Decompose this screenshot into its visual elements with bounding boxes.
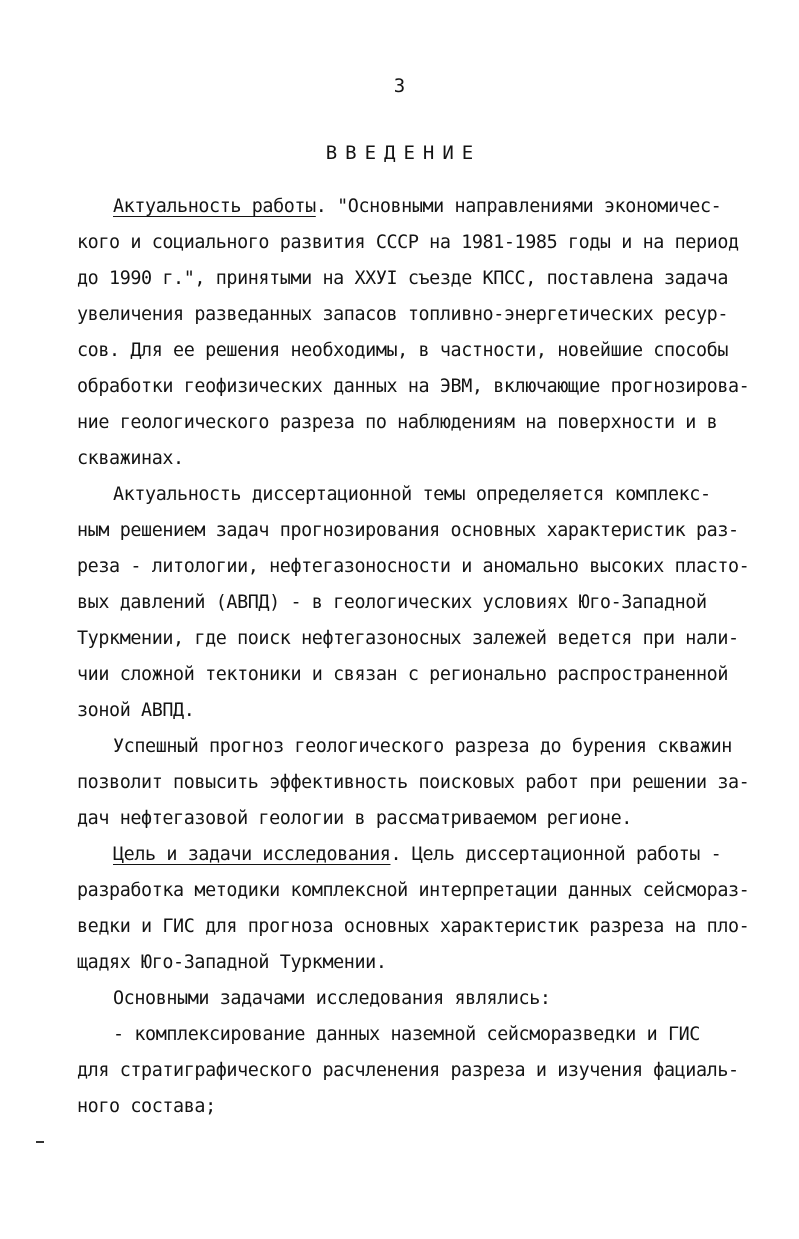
text-line-3: до 1990 г.", принятыми на ХХУI съезде КПСС, поставлена задача bbox=[77, 268, 728, 289]
text-line-15: зоной АВПД. bbox=[77, 700, 195, 721]
section-heading: ВВЕДЕНИЕ bbox=[325, 142, 482, 164]
text-line-13: Туркмении, где поиск нефтегазоносных залежей ведется при нали- bbox=[77, 628, 739, 649]
text-line-10: ным решением задач прогнозирования основных характеристик раз- bbox=[77, 520, 739, 541]
text-line-23: Основными задачами исследования являлись: bbox=[113, 988, 551, 1009]
text-line-24: - комплексирование данных наземной сейсморазведки и ГИС bbox=[113, 1024, 700, 1045]
text-line-9: Актуальность диссертационной темы определяется комплекс- bbox=[113, 484, 711, 505]
text-line-7: ние геологического разреза по наблюдениям на поверхности и в bbox=[77, 412, 718, 433]
text-line-16: Успешный прогноз геологического разреза до бурения скважин bbox=[113, 736, 732, 757]
text-line-8: скважинах. bbox=[77, 448, 184, 469]
text-line-20: разработка методики комплексной интерпретации данных сейсмораз- bbox=[77, 880, 750, 901]
text-line-14: чии сложной тектоники и связан с регионально распространенной bbox=[77, 664, 728, 685]
text-line-2: кого и социального развития СССР на 1981-1985 годы и на период bbox=[77, 232, 739, 253]
text-line-25: для стратиграфического расчленения разреза и изучения фациаль- bbox=[77, 1060, 739, 1081]
underlined-term-relevance: Актуальность работы bbox=[113, 196, 316, 217]
underlined-term-goals: Цель и задачи исследования bbox=[113, 844, 391, 865]
text-line-22: щадях Юго-Западной Туркмении. bbox=[77, 952, 387, 973]
text-line-19: Цель и задачи исследования. Цель диссертационной работы - bbox=[113, 844, 722, 865]
text-line-26: ного состава; bbox=[77, 1096, 216, 1117]
text-line-4: увеличения разведанных запасов топливно-энергетических ресур- bbox=[77, 304, 728, 325]
text-line-5: сов. Для ее решения необходимы, в частности, новейшие способы bbox=[77, 340, 728, 361]
text-line-12: вых давлений (АВПД) - в геологических условиях Юго-Западной bbox=[77, 592, 707, 613]
text-line-1: Актуальность работы. "Основными направлениями экономичес- bbox=[113, 196, 722, 217]
text-line-11: реза - литологии, нефтегазоносности и аномально высоких пласто- bbox=[77, 556, 750, 577]
page-number: 3 bbox=[393, 75, 406, 97]
text-line-17: позволит повысить эффективность поисковых работ при решении за- bbox=[77, 772, 750, 793]
text-line-21: ведки и ГИС для прогноза основных характеристик разреза на пло- bbox=[77, 916, 750, 937]
text-line-6: обработки геофизических данных на ЭВМ, включающие прогнозирова- bbox=[77, 376, 750, 397]
text-line-18: дач нефтегазовой геологии в рассматриваемом регионе. bbox=[77, 808, 632, 829]
margin-mark bbox=[36, 1141, 44, 1143]
